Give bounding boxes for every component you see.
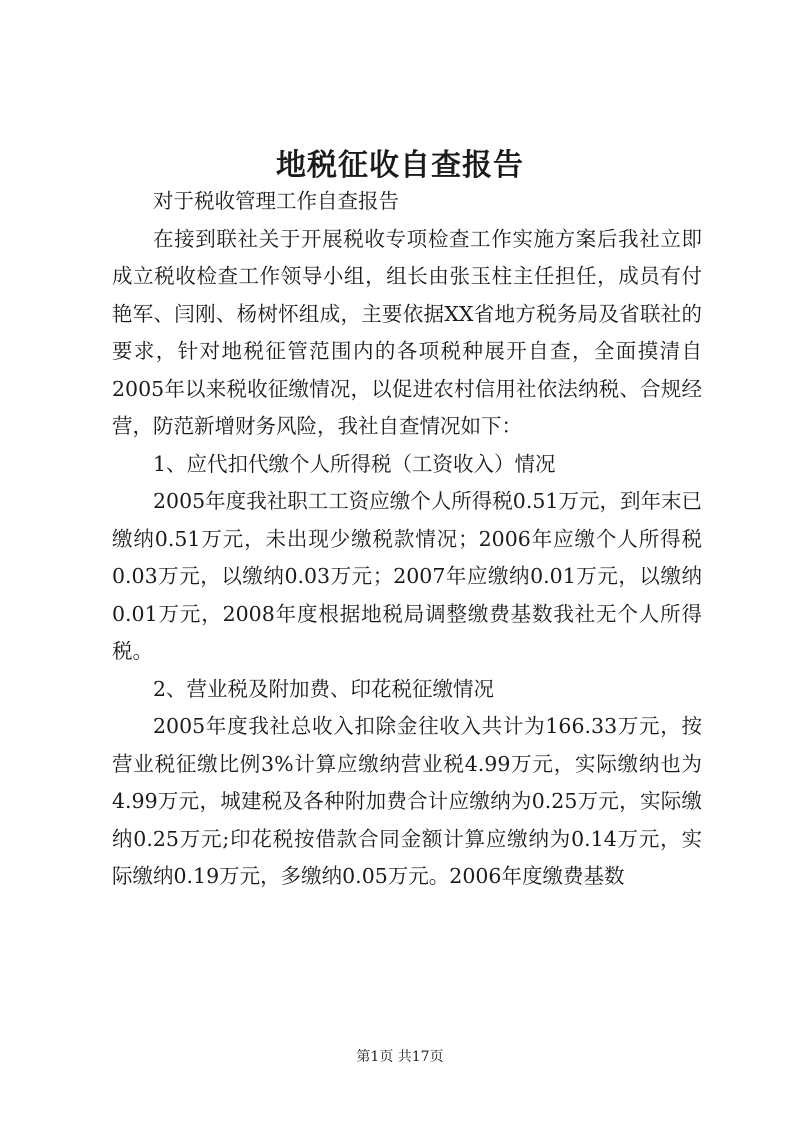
page-number-footer: 第1页 共17页	[356, 1049, 444, 1065]
paragraph-subtitle: 对于税收管理工作自查报告	[153, 189, 399, 213]
paragraph-income-tax: 2005年度我社职工工资应缴个人所得税0.51万元，到年末已缴纳0.51万元，未出现少缴税款情况；2006年应缴个人所得税0.03万元，以缴纳0.03万元；2007年应缴纳0.01万元，以缴纳0.01万元，2008年度根据地税局调整缴费基数我社无个人所得税。	[112, 489, 702, 663]
document-title: 地税征收自查报告	[276, 148, 524, 183]
paragraph-business-tax: 2005年度我社总收入扣除金往收入共计为166.33万元，按营业税征缴比例3%计算应缴纳营业税4.99万元，实际缴纳也为4.99万元，城建税及各种附加费合计应缴纳为0.25万元，实际缴纳0.25万元;印花税按借款合同金额计算应缴纳为0.14万元，实际缴纳0.19万元，多缴纳0.05万元。2006年度缴费基数	[112, 714, 702, 888]
paragraph-intro: 在接到联社关于开展税收专项检查工作实施方案后我社立即成立税收检查工作领导小组，组长由张玉柱主任担任，成员有付艳军、闫刚、杨树怀组成，主要依据XX省地方税务局及省联社的要求，针对地税征管范围内的各项税种展开自查，全面摸清自2005年以来税收征缴情况，以促进农村信用社依法纳税、合规经营，防范新增财务风险，我社自查情况如下：	[112, 226, 702, 438]
section-heading-business-tax: 2、营业税及附加费、印花税征缴情况	[153, 676, 495, 701]
document-body	[112, 183, 702, 896]
section-heading-income-tax: 1、应代扣代缴个人所得税（工资收入）情况	[153, 451, 556, 476]
